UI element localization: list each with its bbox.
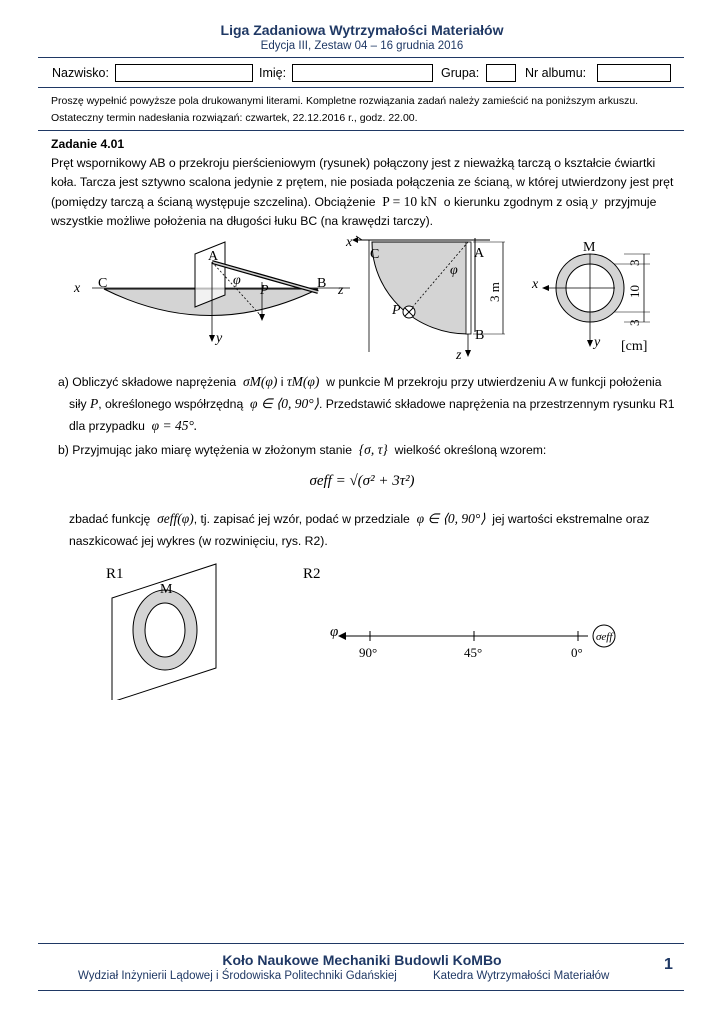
plan-label-p: P xyxy=(392,303,401,318)
footer-dept: Wydział Inżynierii Lądowej i Środowiska Politechniki Gdańskiej xyxy=(78,970,397,982)
dim-3-top: 3 xyxy=(627,259,642,266)
imie-field[interactable] xyxy=(292,64,433,82)
task-line-3: (pomiędzy tarczą a ścianą występuje szczelina). Obciążenie P = 10 kN o kierunku zgodnym z osią y przyjmuje xyxy=(51,194,657,209)
bar-plan xyxy=(466,242,471,334)
plan-label-c: C xyxy=(370,247,380,262)
disc-3d-view xyxy=(73,242,350,346)
nazwisko-field[interactable] xyxy=(115,64,253,82)
dim-3m: 3 m xyxy=(487,282,502,302)
task-line-1: Pręt wspornikowy AB o przekroju pierścieniowym (rysunek) połączony jest z nieważką tarczą o kształcie ćwiartki xyxy=(51,156,656,170)
footer-title: Koło Naukowe Mechaniki Budowli KoMBo xyxy=(222,952,502,968)
ring-label-x: x xyxy=(532,277,539,292)
load-value: P = 10 kN xyxy=(382,194,437,209)
disc-plan-view xyxy=(345,235,505,363)
answer-sketches xyxy=(0,560,724,700)
task-title: Zadanie 4.01 xyxy=(51,137,125,151)
problem-figure xyxy=(0,232,724,366)
header-title: Liga Zadaniowa Wytrzymałości Materiałów xyxy=(220,22,504,38)
part-b: b) Przyjmując jako miarę wytężenia w złożonym stanie {σ, τ} wielkość określoną wzorem: xyxy=(58,442,547,457)
header-rule xyxy=(38,57,684,58)
part-b-continued: zbadać funkcję σeff(φ), tj. zapisać jej wzór, podać w przedziale φ ∈ ⟨0, 90°⟩ jej wartości ekstremalne oraz naszkicować jej wykres (w rozwinięciu, rys. R2). xyxy=(69,511,650,548)
formula-sigma-eff: σeff = √(σ² + 3τ²) xyxy=(309,473,415,489)
instructions-rule xyxy=(38,130,684,131)
grupa-label: Grupa: xyxy=(441,66,480,80)
form-rule xyxy=(38,87,684,88)
r2-label-phi: φ xyxy=(330,624,339,640)
tick-0: 0° xyxy=(571,645,583,660)
header-subtitle: Edycja III, Zestaw 04 – 16 grudnia 2016 xyxy=(260,40,464,52)
label-phi: φ xyxy=(233,273,241,288)
footer-bottom-rule xyxy=(38,990,684,991)
ring-label-m: M xyxy=(583,240,596,255)
ring-section-view xyxy=(531,240,650,354)
grupa-field[interactable] xyxy=(486,64,516,82)
imie-label: Imię: xyxy=(259,66,287,80)
r2-label-sigma-eff: σeff xyxy=(596,631,613,643)
plan-label-phi: φ xyxy=(450,263,458,278)
footer-chair: Katedra Wytrzymałości Materiałów xyxy=(433,970,610,982)
label-p: P xyxy=(260,283,269,298)
r1-ring-inner xyxy=(145,603,185,657)
instructions-line-2: Ostateczny termin nadesłania rozwiązań: czwartek, 22.12.2016 r., godz. 22.00. xyxy=(51,112,418,124)
instructions xyxy=(51,93,681,127)
r1-label-m: M xyxy=(160,582,173,597)
label-a: A xyxy=(208,249,219,264)
ring-label-y: y xyxy=(594,335,601,350)
label-y: y xyxy=(216,331,223,346)
tick-45: 45° xyxy=(464,645,483,660)
tick-90: 90° xyxy=(359,645,378,660)
plan-label-b: B xyxy=(475,328,485,343)
label-r2: R2 xyxy=(303,566,321,582)
plan-label-z: z xyxy=(456,348,462,363)
nazwisko-label: Nazwisko: xyxy=(52,66,109,80)
ring-unit: [cm] xyxy=(621,339,648,354)
task-description xyxy=(51,135,675,231)
task-line-2: koła. Tarcza jest sztywno scalona jedynie z prętem, nie posiada połączenia ze ścianą, w której utwierdzony jest pręt xyxy=(51,175,674,189)
quarter-disc-plan xyxy=(372,242,468,334)
dim-10: 10 xyxy=(627,285,642,298)
label-r1: R1 xyxy=(106,566,124,582)
dim-3-bottom: 3 xyxy=(627,319,642,326)
plan-label-a: A xyxy=(474,246,485,261)
label-x: x xyxy=(74,281,81,296)
nr-albumu-field[interactable] xyxy=(597,64,671,82)
plan-label-x: x xyxy=(346,235,353,250)
nr-albumu-label: Nr albumu: xyxy=(525,66,587,80)
label-c: C xyxy=(98,276,108,291)
task-line-4: wszystkie możliwe położenia na długości łuku BC (na krawędzi tarczy). xyxy=(51,214,434,228)
page-number: 1 xyxy=(664,956,673,973)
part-a: a) Obliczyć składowe naprężenia σM(φ) i τM(φ) w punkcie M przekroju przy utwierdzeniu A w funkcji położenia siły P, określonego współrzędną φ ∈ ⟨0, 90°⟩. Przedstawić składowe naprężenia na przestrzennym rysunku R1 dla przypadku φ = 45°. xyxy=(58,374,675,433)
instructions-line-1: Proszę wypełnić powyższe pola drukowanymi literami. Kompletne rozwiązania zadań należy zamieścić na poniższym arkuszu. xyxy=(51,95,639,107)
footer-rule xyxy=(38,943,684,944)
label-z: z xyxy=(338,283,344,298)
label-b: B xyxy=(317,276,327,291)
